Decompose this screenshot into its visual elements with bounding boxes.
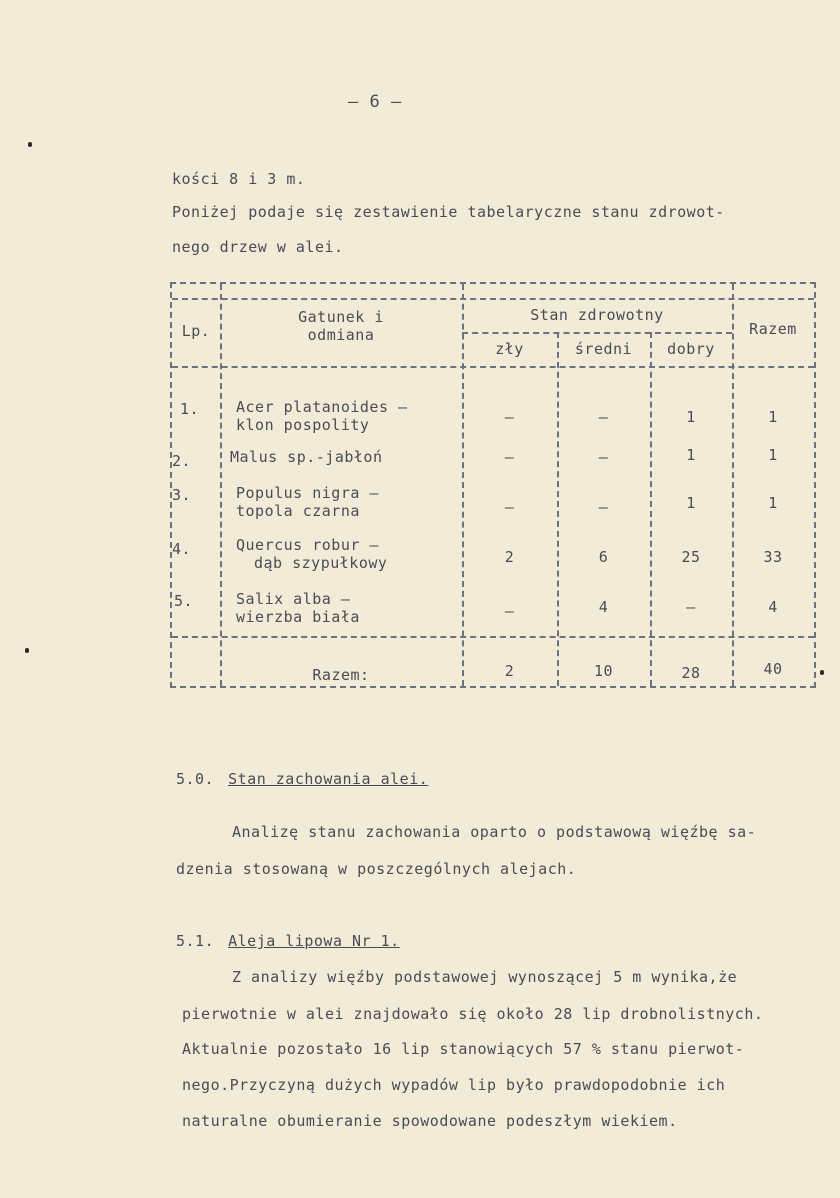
header-species-2: odmiana [307, 326, 375, 344]
row-2-total: 1 [768, 446, 778, 464]
row-2-name-1: Malus sp.-jabłoń [230, 448, 383, 466]
paper-speck [28, 142, 32, 147]
row-1-lp: 1. [180, 400, 200, 418]
header-species-1: Gatunek i [298, 308, 384, 326]
row-3-lp: 3. [172, 486, 192, 504]
section-5-1-text-4: nego.Przyczyną dużych wypadów lip było prawdopodobnie ich [182, 1076, 726, 1094]
sum-medium: 10 [593, 662, 614, 680]
section-5-0-heading [176, 770, 428, 788]
table-divider [172, 298, 814, 300]
row-3-name-1: Populus nigra – [236, 484, 379, 502]
row-2-lp: 2. [172, 452, 192, 470]
row-3-medium: – [598, 498, 609, 516]
row-1-bad: – [504, 408, 515, 426]
intro-line-1: kości 8 i 3 m. [172, 170, 306, 188]
header-bad: zły [495, 340, 524, 358]
section-5-0-text-2: dzenia stosowaną w poszczególnych alejach. [176, 860, 577, 878]
row-1-total: 1 [768, 408, 778, 426]
row-4-lp: 4. [172, 540, 192, 558]
row-3-name-2: topola czarna [236, 502, 360, 520]
table-divider [732, 284, 734, 686]
row-1-name-2: klon pospolity [236, 416, 370, 434]
section-5-1-text-1: Z analizy więźby podstawowej wynoszącej 5 m wynika,że [232, 968, 738, 986]
row-4-total: 33 [763, 548, 783, 566]
row-1-name-1: Acer platanoides – [236, 398, 408, 416]
row-5-name-2: wierzba biała [236, 608, 360, 626]
row-4-name-2: dąb szypułkowy [254, 554, 388, 572]
section-5-1-number: 5.1. [176, 932, 215, 950]
row-2-medium: – [598, 448, 609, 466]
intro-line-3: nego drzew w alei. [172, 238, 344, 256]
row-4-bad: 2 [504, 548, 515, 566]
section-5-0-number: 5.0. [176, 770, 215, 788]
header-total: Razem [749, 320, 797, 338]
row-4-good: 25 [681, 548, 701, 566]
row-5-good: – [686, 598, 696, 616]
row-3-good: 1 [686, 494, 696, 512]
sum-total: 40 [763, 660, 783, 678]
page-number: – 6 – [348, 92, 402, 112]
sum-good: 28 [681, 664, 701, 682]
header-health: Stan zdrowotny [530, 306, 664, 324]
row-3-bad: – [504, 498, 515, 516]
row-2-good: 1 [686, 446, 696, 464]
row-5-total: 4 [768, 598, 778, 616]
row-1-medium: – [598, 408, 609, 426]
header-medium: średni [574, 340, 633, 358]
section-5-1-title: Aleja lipowa Nr 1. [228, 932, 400, 950]
paper-speck [820, 670, 824, 675]
row-2-bad: – [504, 448, 515, 466]
sum-label: Razem: [312, 666, 370, 684]
row-5-lp: 5. [174, 592, 194, 610]
header-lp: Lp. [181, 322, 211, 340]
tree-health-table [170, 282, 816, 688]
row-5-medium: 4 [598, 598, 609, 616]
row-5-name-1: Salix alba – [236, 590, 351, 608]
row-3-total: 1 [768, 494, 778, 512]
sum-bad: 2 [504, 662, 515, 680]
section-5-1-text-5: naturalne obumieranie spowodowane podeszłym wiekiem. [182, 1112, 678, 1130]
row-4-medium: 6 [598, 548, 609, 566]
row-4-name-1: Quercus robur – [236, 536, 379, 554]
header-good: dobry [667, 340, 715, 358]
row-1-good: 1 [686, 408, 696, 426]
paper-speck [25, 648, 29, 653]
section-5-1-text-2: pierwotnie w alei znajdowało się około 28 lip drobnolistnych. [182, 1005, 764, 1023]
row-5-bad: – [504, 602, 515, 620]
section-5-0-title: Stan zachowania alei. [228, 770, 429, 788]
table-divider [462, 332, 732, 334]
table-divider [172, 366, 814, 368]
table-divider [172, 636, 814, 638]
intro-line-2: Poniżej podaje się zestawienie tabelaryczne stanu zdrowot- [172, 203, 725, 221]
table-divider [220, 284, 222, 686]
section-5-0-text-1: Analizę stanu zachowania oparto o podstawową więźbę sa- [232, 823, 757, 841]
section-5-1-heading [176, 932, 400, 950]
section-5-1-text-3: Aktualnie pozostało 16 lip stanowiących 57 % stanu pierwot- [182, 1040, 745, 1058]
